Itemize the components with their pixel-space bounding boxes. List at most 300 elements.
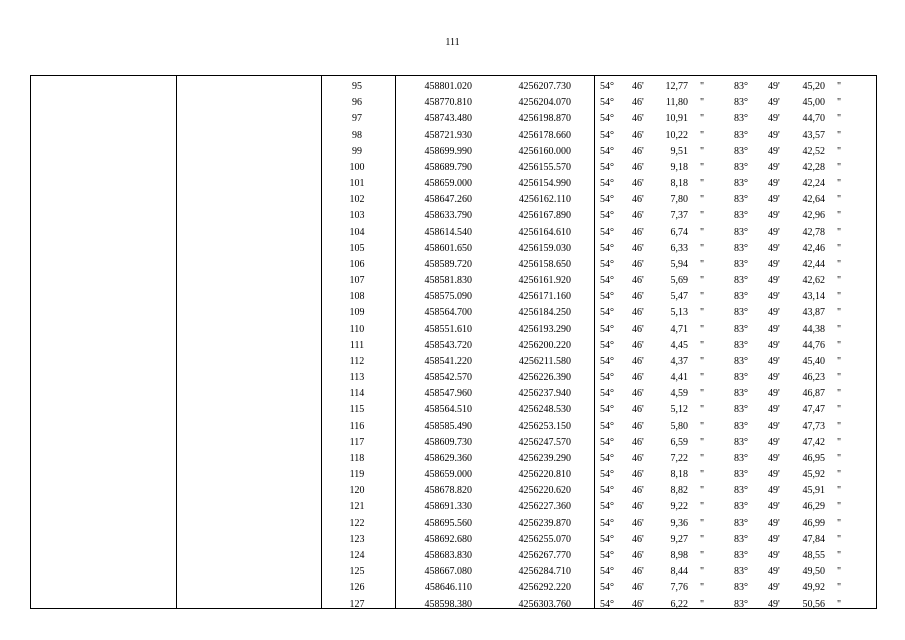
longitude-seconds-mark: ": [837, 161, 842, 173]
y-coordinate: 4256211.580: [518, 355, 571, 367]
x-coordinate: 458589.720: [424, 258, 472, 270]
longitude-seconds-mark: ": [837, 113, 842, 125]
latitude-minutes: 46': [632, 533, 644, 545]
latitude-minutes: 46': [632, 355, 644, 367]
y-coordinate: 4256267.770: [518, 549, 571, 561]
latitude-degrees: 54°: [600, 517, 614, 529]
longitude-minutes: 49': [768, 97, 780, 109]
y-coordinate: 4256303.760: [518, 598, 571, 610]
latitude-seconds: 9,51: [670, 145, 688, 157]
longitude-seconds: 42,96: [802, 210, 825, 222]
longitude-seconds: 45,91: [802, 485, 825, 497]
longitude-minutes: 49': [768, 533, 780, 545]
latitude-minutes: 46': [632, 452, 644, 464]
x-coordinate: 458614.540: [424, 226, 472, 238]
longitude-minutes: 49': [768, 517, 780, 529]
table-row: [31, 354, 876, 370]
latitude-minutes: 46': [632, 178, 644, 190]
longitude-seconds-mark: ": [837, 307, 842, 319]
latitude-minutes: 46': [632, 307, 644, 319]
latitude-seconds: 5,69: [670, 275, 688, 287]
latitude-seconds-mark: ": [700, 517, 705, 529]
table-row: [31, 95, 876, 111]
y-coordinate: 4256292.220: [518, 582, 571, 594]
longitude-seconds: 47,84: [802, 533, 825, 545]
longitude-degrees: 83°: [734, 533, 748, 545]
point-number: 120: [349, 485, 365, 497]
table-row: [31, 322, 876, 338]
y-coordinate: 4256184.250: [518, 307, 571, 319]
point-number: 99: [352, 145, 362, 157]
latitude-degrees: 54°: [600, 436, 614, 448]
longitude-seconds-mark: ": [837, 194, 842, 206]
longitude-minutes: 49': [768, 258, 780, 270]
point-number: 106: [349, 258, 365, 270]
latitude-seconds-mark: ": [700, 452, 705, 464]
table-row: [31, 499, 876, 515]
latitude-minutes: 46': [632, 469, 644, 481]
table-row: [31, 225, 876, 241]
longitude-seconds: 47,42: [802, 436, 825, 448]
longitude-degrees: 83°: [734, 598, 748, 610]
x-coordinate: 458543.720: [424, 339, 472, 351]
x-coordinate: 458585.490: [424, 420, 472, 432]
x-coordinate: 458801.020: [424, 81, 472, 92]
table-row: [31, 338, 876, 354]
latitude-seconds-mark: ": [700, 388, 705, 400]
longitude-seconds-mark: ": [837, 226, 842, 238]
longitude-seconds: 46,29: [802, 501, 825, 513]
latitude-minutes: 46': [632, 517, 644, 529]
x-coordinate: 458692.680: [424, 533, 472, 545]
latitude-seconds: 7,80: [670, 194, 688, 206]
x-coordinate: 458678.820: [424, 485, 472, 497]
point-number: 108: [349, 291, 365, 303]
point-number: 104: [349, 226, 365, 238]
longitude-seconds: 44,70: [802, 113, 825, 125]
latitude-minutes: 46': [632, 598, 644, 610]
latitude-degrees: 54°: [600, 566, 614, 578]
latitude-degrees: 54°: [600, 113, 614, 125]
latitude-seconds: 4,71: [670, 323, 688, 335]
longitude-seconds-mark: ": [837, 517, 842, 529]
longitude-seconds-mark: ": [837, 485, 842, 497]
latitude-seconds: 5,12: [670, 404, 688, 416]
y-coordinate: 4256193.290: [518, 323, 571, 335]
latitude-minutes: 46': [632, 549, 644, 561]
latitude-seconds: 9,22: [670, 501, 688, 513]
latitude-seconds-mark: ": [700, 566, 705, 578]
longitude-seconds-mark: ": [837, 258, 842, 270]
table-row: [31, 435, 876, 451]
latitude-degrees: 54°: [600, 242, 614, 254]
x-coordinate: 458551.610: [424, 323, 472, 335]
y-coordinate: 4256220.810: [518, 469, 571, 481]
table-row: [31, 451, 876, 467]
x-coordinate: 458659.000: [424, 469, 472, 481]
longitude-degrees: 83°: [734, 161, 748, 173]
y-coordinate: 4256158.650: [518, 258, 571, 270]
latitude-seconds-mark: ": [700, 161, 705, 173]
latitude-degrees: 54°: [600, 210, 614, 222]
table-row: [31, 419, 876, 435]
y-coordinate: 4256200.220: [518, 339, 571, 351]
latitude-seconds-mark: ": [700, 210, 705, 222]
table-row: [31, 564, 876, 580]
latitude-minutes: 46': [632, 81, 644, 92]
longitude-degrees: 83°: [734, 582, 748, 594]
point-number: 111: [349, 339, 365, 351]
latitude-minutes: 46': [632, 258, 644, 270]
latitude-minutes: 46': [632, 161, 644, 173]
longitude-degrees: 83°: [734, 566, 748, 578]
latitude-degrees: 54°: [600, 161, 614, 173]
latitude-minutes: 46': [632, 194, 644, 206]
latitude-seconds-mark: ": [700, 178, 705, 190]
point-number: 127: [349, 598, 365, 610]
table-row: [31, 128, 876, 144]
table-row: [31, 305, 876, 321]
table-row: [31, 192, 876, 208]
longitude-seconds-mark: ": [837, 388, 842, 400]
longitude-seconds: 42,64: [802, 194, 825, 206]
latitude-minutes: 46': [632, 291, 644, 303]
latitude-seconds: 4,59: [670, 388, 688, 400]
longitude-minutes: 49': [768, 291, 780, 303]
y-coordinate: 4256207.730: [518, 81, 571, 92]
latitude-minutes: 46': [632, 339, 644, 351]
table-row: [31, 516, 876, 532]
longitude-degrees: 83°: [734, 81, 748, 92]
latitude-degrees: 54°: [600, 291, 614, 303]
latitude-degrees: 54°: [600, 533, 614, 545]
longitude-seconds: 43,87: [802, 307, 825, 319]
point-number: 107: [349, 275, 365, 287]
longitude-minutes: 49': [768, 469, 780, 481]
latitude-minutes: 46': [632, 420, 644, 432]
point-number: 105: [349, 242, 365, 254]
x-coordinate: 458601.650: [424, 242, 472, 254]
longitude-seconds-mark: ": [837, 355, 842, 367]
latitude-degrees: 54°: [600, 275, 614, 287]
latitude-seconds: 5,80: [670, 420, 688, 432]
longitude-degrees: 83°: [734, 291, 748, 303]
latitude-seconds-mark: ": [700, 420, 705, 432]
latitude-minutes: 46': [632, 566, 644, 578]
point-number: 110: [349, 323, 365, 335]
y-coordinate: 4256255.070: [518, 533, 571, 545]
latitude-seconds-mark: ": [700, 275, 705, 287]
table-body: [31, 79, 876, 613]
point-number: 102: [349, 194, 365, 206]
table-row: [31, 597, 876, 613]
latitude-seconds: 8,98: [670, 549, 688, 561]
longitude-seconds: 42,62: [802, 275, 825, 287]
latitude-degrees: 54°: [600, 598, 614, 610]
longitude-seconds: 42,52: [802, 145, 825, 157]
x-coordinate: 458647.260: [424, 194, 472, 206]
latitude-minutes: 46': [632, 145, 644, 157]
x-coordinate: 458564.700: [424, 307, 472, 319]
table-row: [31, 273, 876, 289]
longitude-minutes: 49': [768, 420, 780, 432]
point-number: 100: [349, 161, 365, 173]
x-coordinate: 458695.560: [424, 517, 472, 529]
latitude-seconds-mark: ": [700, 339, 705, 351]
latitude-degrees: 54°: [600, 258, 614, 270]
longitude-seconds-mark: ": [837, 549, 842, 561]
table-row: [31, 483, 876, 499]
table-row: [31, 467, 876, 483]
longitude-seconds-mark: ": [837, 242, 842, 254]
x-coordinate: 458646.110: [424, 582, 472, 594]
longitude-seconds: 45,00: [802, 97, 825, 109]
longitude-seconds-mark: ": [837, 372, 842, 384]
latitude-seconds: 6,59: [670, 436, 688, 448]
longitude-seconds-mark: ": [837, 145, 842, 157]
point-number: 121: [349, 501, 365, 513]
x-coordinate: 458689.790: [424, 161, 472, 173]
latitude-degrees: 54°: [600, 97, 614, 109]
latitude-seconds: 11,80: [665, 97, 688, 109]
longitude-seconds: 49,50: [802, 566, 825, 578]
longitude-seconds: 42,46: [802, 242, 825, 254]
longitude-degrees: 83°: [734, 242, 748, 254]
latitude-seconds-mark: ": [700, 582, 705, 594]
table-row: [31, 144, 876, 160]
point-number: 98: [352, 129, 362, 141]
latitude-seconds: 4,41: [670, 372, 688, 384]
coordinates-table: [30, 75, 877, 609]
longitude-minutes: 49': [768, 210, 780, 222]
latitude-seconds: 7,76: [670, 582, 688, 594]
longitude-seconds-mark: ": [837, 452, 842, 464]
point-number: 115: [349, 404, 365, 416]
longitude-seconds: 42,28: [802, 161, 825, 173]
y-coordinate: 4256253.150: [518, 420, 571, 432]
y-coordinate: 4256162.110: [518, 194, 571, 206]
longitude-minutes: 49': [768, 242, 780, 254]
latitude-seconds-mark: ": [700, 533, 705, 545]
table-row: [31, 160, 876, 176]
longitude-seconds-mark: ": [837, 129, 842, 141]
latitude-seconds: 10,91: [665, 113, 688, 125]
point-number: 126: [349, 582, 365, 594]
longitude-minutes: 49': [768, 307, 780, 319]
table-row: [31, 580, 876, 596]
longitude-seconds: 46,95: [802, 452, 825, 464]
longitude-seconds: 50,56: [802, 598, 825, 610]
longitude-seconds: 43,57: [802, 129, 825, 141]
latitude-seconds: 6,22: [670, 598, 688, 610]
longitude-degrees: 83°: [734, 129, 748, 141]
longitude-seconds-mark: ": [837, 97, 842, 109]
longitude-seconds: 49,92: [802, 582, 825, 594]
longitude-degrees: 83°: [734, 113, 748, 125]
latitude-seconds-mark: ": [700, 501, 705, 513]
latitude-minutes: 46': [632, 372, 644, 384]
table-row: [31, 79, 876, 95]
latitude-seconds-mark: ": [700, 485, 705, 497]
y-coordinate: 4256159.030: [518, 242, 571, 254]
latitude-seconds-mark: ": [700, 145, 705, 157]
longitude-minutes: 49': [768, 566, 780, 578]
longitude-seconds-mark: ": [837, 178, 842, 190]
x-coordinate: 458699.990: [424, 145, 472, 157]
longitude-degrees: 83°: [734, 549, 748, 561]
longitude-degrees: 83°: [734, 404, 748, 416]
point-number: 114: [349, 388, 365, 400]
latitude-minutes: 46': [632, 113, 644, 125]
table-row: [31, 402, 876, 418]
longitude-minutes: 49': [768, 372, 780, 384]
x-coordinate: 458564.510: [424, 404, 472, 416]
point-number: 119: [349, 469, 365, 481]
longitude-seconds-mark: ": [837, 275, 842, 287]
latitude-minutes: 46': [632, 388, 644, 400]
latitude-seconds: 4,37: [670, 355, 688, 367]
latitude-seconds-mark: ": [700, 81, 705, 92]
latitude-minutes: 46': [632, 582, 644, 594]
longitude-degrees: 83°: [734, 339, 748, 351]
y-coordinate: 4256237.940: [518, 388, 571, 400]
longitude-seconds-mark: ": [837, 420, 842, 432]
longitude-minutes: 49': [768, 194, 780, 206]
point-number: 101: [349, 178, 365, 190]
latitude-minutes: 46': [632, 501, 644, 513]
latitude-seconds-mark: ": [700, 404, 705, 416]
point-number: 122: [349, 517, 365, 529]
longitude-seconds-mark: ": [837, 582, 842, 594]
latitude-degrees: 54°: [600, 549, 614, 561]
y-coordinate: 4256167.890: [518, 210, 571, 222]
latitude-seconds: 8,18: [670, 178, 688, 190]
x-coordinate: 458598.380: [424, 598, 472, 610]
longitude-seconds-mark: ": [837, 501, 842, 513]
latitude-seconds: 4,45: [670, 339, 688, 351]
longitude-seconds-mark: ": [837, 598, 842, 610]
x-coordinate: 458770.810: [424, 97, 472, 109]
longitude-degrees: 83°: [734, 469, 748, 481]
latitude-minutes: 46': [632, 242, 644, 254]
latitude-seconds-mark: ": [700, 549, 705, 561]
latitude-degrees: 54°: [600, 194, 614, 206]
latitude-seconds: 9,36: [670, 517, 688, 529]
x-coordinate: 458683.830: [424, 549, 472, 561]
table-row: [31, 176, 876, 192]
latitude-seconds: 8,82: [670, 485, 688, 497]
longitude-seconds-mark: ": [837, 210, 842, 222]
point-number: 97: [352, 113, 362, 125]
latitude-degrees: 54°: [600, 485, 614, 497]
y-coordinate: 4256204.070: [518, 97, 571, 109]
point-number: 117: [349, 436, 365, 448]
x-coordinate: 458721.930: [424, 129, 472, 141]
point-number: 96: [352, 97, 362, 109]
longitude-minutes: 49': [768, 178, 780, 190]
longitude-degrees: 83°: [734, 355, 748, 367]
page-number: 111: [445, 37, 460, 48]
table-row: [31, 289, 876, 305]
latitude-degrees: 54°: [600, 145, 614, 157]
longitude-degrees: 83°: [734, 226, 748, 238]
longitude-degrees: 83°: [734, 323, 748, 335]
point-number: 116: [349, 420, 365, 432]
latitude-seconds: 5,47: [670, 291, 688, 303]
table-row: [31, 548, 876, 564]
longitude-minutes: 49': [768, 113, 780, 125]
longitude-seconds: 47,47: [802, 404, 825, 416]
latitude-minutes: 46': [632, 485, 644, 497]
longitude-degrees: 83°: [734, 178, 748, 190]
latitude-minutes: 46': [632, 323, 644, 335]
latitude-degrees: 54°: [600, 372, 614, 384]
latitude-seconds: 6,33: [670, 242, 688, 254]
table-row: [31, 208, 876, 224]
latitude-minutes: 46': [632, 210, 644, 222]
latitude-seconds-mark: ": [700, 291, 705, 303]
longitude-minutes: 49': [768, 485, 780, 497]
longitude-seconds: 42,44: [802, 258, 825, 270]
longitude-seconds-mark: ": [837, 533, 842, 545]
longitude-seconds-mark: ": [837, 404, 842, 416]
point-number: 123: [349, 533, 365, 545]
longitude-degrees: 83°: [734, 420, 748, 432]
latitude-seconds: 7,37: [670, 210, 688, 222]
latitude-seconds-mark: ": [700, 226, 705, 238]
latitude-degrees: 54°: [600, 404, 614, 416]
point-number: 112: [349, 355, 365, 367]
longitude-minutes: 49': [768, 436, 780, 448]
point-number: 118: [349, 452, 365, 464]
table-row: [31, 386, 876, 402]
table-row: [31, 532, 876, 548]
longitude-degrees: 83°: [734, 485, 748, 497]
x-coordinate: 458575.090: [424, 291, 472, 303]
longitude-degrees: 83°: [734, 194, 748, 206]
y-coordinate: 4256284.710: [518, 566, 571, 578]
x-coordinate: 458667.080: [424, 566, 472, 578]
latitude-seconds: 5,94: [670, 258, 688, 270]
longitude-degrees: 83°: [734, 372, 748, 384]
latitude-minutes: 46': [632, 226, 644, 238]
longitude-minutes: 49': [768, 598, 780, 610]
latitude-degrees: 54°: [600, 226, 614, 238]
latitude-seconds-mark: ": [700, 323, 705, 335]
point-number: 124: [349, 549, 365, 561]
longitude-seconds: 44,76: [802, 339, 825, 351]
longitude-degrees: 83°: [734, 501, 748, 513]
y-coordinate: 4256161.920: [518, 275, 571, 287]
latitude-degrees: 54°: [600, 388, 614, 400]
latitude-seconds-mark: ": [700, 242, 705, 254]
y-coordinate: 4256227.360: [518, 501, 571, 513]
longitude-minutes: 49': [768, 145, 780, 157]
latitude-degrees: 54°: [600, 178, 614, 190]
longitude-minutes: 49': [768, 549, 780, 561]
latitude-seconds-mark: ": [700, 97, 705, 109]
y-coordinate: 4256239.290: [518, 452, 571, 464]
longitude-degrees: 83°: [734, 97, 748, 109]
longitude-degrees: 83°: [734, 145, 748, 157]
longitude-minutes: 49': [768, 339, 780, 351]
latitude-degrees: 54°: [600, 339, 614, 351]
latitude-seconds: 6,74: [670, 226, 688, 238]
longitude-minutes: 49': [768, 323, 780, 335]
point-number: 125: [349, 566, 365, 578]
x-coordinate: 458542.570: [424, 372, 472, 384]
longitude-seconds-mark: ": [837, 81, 842, 92]
